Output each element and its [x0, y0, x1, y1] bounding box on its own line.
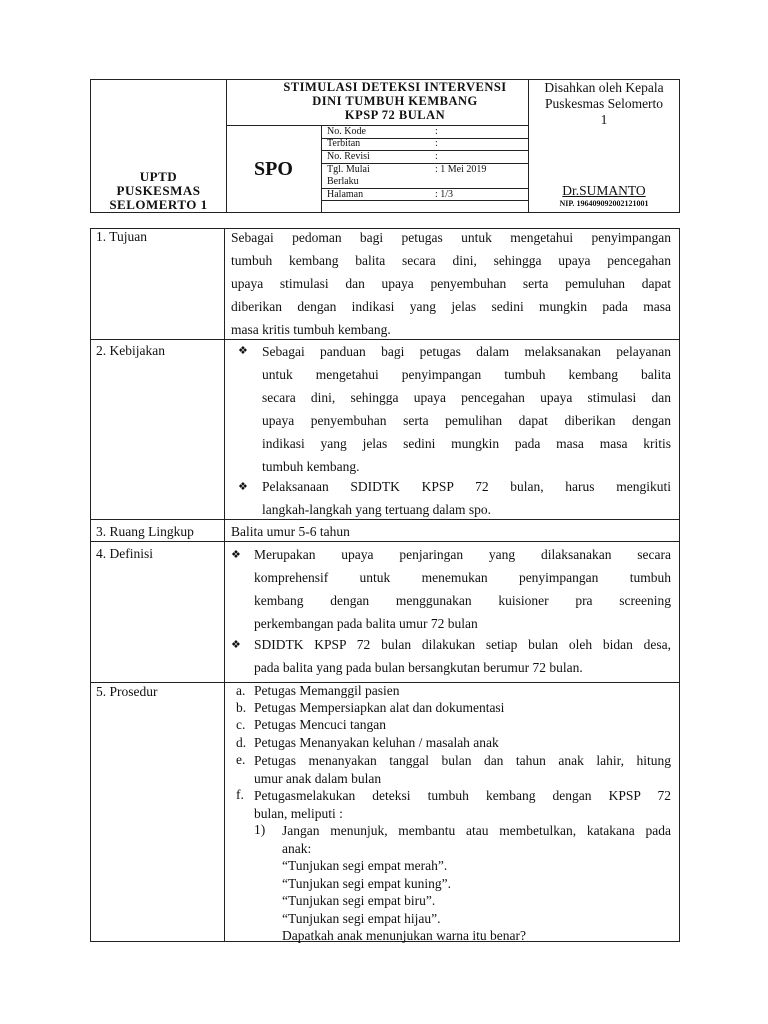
meta-value-terbitan: : [435, 138, 438, 149]
tujuan-line: Sebagai pedoman bagi petugas untuk mengetahui penyimpangan [231, 230, 671, 245]
document-title-line-1: STIMULASI DETEKSI INTERVENSI [283, 80, 507, 94]
meta-label-halaman: Halaman [327, 189, 364, 200]
prosedur-item: Petugas Menanyakan keluhan / masalah anak [254, 735, 499, 750]
prosedur-marker: c. [236, 717, 246, 732]
diamond-bullet-icon: ❖ [238, 345, 248, 357]
section-label-tujuan: 1. Tujuan [96, 229, 148, 244]
approval-line-2: Puskesmas Selomerto [544, 96, 664, 111]
prosedur-item-f [254, 787, 671, 822]
definisi-line: komprehensif untuk menemukan penyimpangan tumbuh [254, 570, 671, 585]
prosedur-item: Petugas Mempersiapkan alat dan dokumentasi [254, 700, 505, 715]
approval-line-1: Disahkan oleh Kepala [544, 80, 664, 95]
kebijakan-line: untuk mengetahui penyimpangan tumbuh kembang balita [262, 367, 671, 382]
meta-label-tgl-mulai: Tgl. Mulai [327, 164, 370, 175]
meta-label-kode: No. Kode [327, 126, 366, 137]
kebijakan-line: Sebagai panduan bagi petugas dalam melaksanakan pelayanan [262, 344, 671, 359]
meta-label-berlaku: Berlaku [327, 176, 359, 187]
approval-line-3: 1 [600, 112, 608, 127]
meta-value-tgl-mulai: : 1 Mei 2019 [435, 164, 487, 175]
diamond-bullet-icon: ❖ [231, 639, 241, 651]
section-label-kebijakan: 2. Kebijakan [96, 343, 165, 358]
kebijakan-bullet-2 [262, 475, 671, 521]
prosedur-sub-line: Dapatkah anak menunjukan warna itu benar? [282, 928, 527, 943]
signer-name: Dr.SUMANTO [562, 183, 646, 198]
prosedur-sub-line: “Tunjukan segi empat kuning”. [282, 875, 451, 891]
diamond-bullet-icon: ❖ [231, 549, 241, 561]
meta-label-revisi: No. Revisi [327, 151, 370, 162]
prosedur-sub-line: anak: [282, 840, 312, 856]
definisi-bullet-1 [254, 543, 671, 635]
ruang-lingkup-text: Balita umur 5-6 tahun [231, 524, 350, 539]
kebijakan-line: secara dini, sehingga upaya pencegahan upaya stimulasi dan [262, 390, 671, 405]
spo-label: SPO [254, 158, 293, 180]
kebijakan-bullet-1 [262, 340, 671, 478]
diamond-bullet-icon: ❖ [238, 481, 248, 493]
kebijakan-line: tumbuh kembang. [262, 459, 360, 474]
definisi-line: pada balita yang pada bulan bersangkutan berumur 72 bulan. [254, 660, 583, 675]
definisi-line: SDIDTK KPSP 72 bulan dilakukan setiap bulan oleh bidan desa, [254, 637, 671, 652]
definisi-bullet-2 [254, 633, 671, 679]
prosedur-sub-item [282, 822, 671, 945]
prosedur-sub-line: “Tunjukan segi empat merah”. [282, 858, 448, 873]
definisi-line: kembang dengan menggunakan kuisioner pra screening [254, 593, 671, 608]
prosedur-sub-line: “Tunjukan segi empat hijau”. [282, 910, 441, 926]
prosedur-item: Petugas Mencuci tangan [254, 717, 386, 732]
section-label-prosedur: 5. Prosedur [96, 684, 158, 699]
prosedur-item-e [254, 752, 671, 787]
definisi-line: perkembangan pada balita umur 72 bulan [254, 616, 478, 631]
meta-label-terbitan: Terbitan [327, 138, 361, 149]
section-label-definisi: 4. Definisi [96, 546, 153, 561]
prosedur-marker: b. [236, 700, 247, 715]
section-label-ruang-lingkup: 3. Ruang Lingkup [96, 524, 194, 539]
prosedur-sub-line: Jangan menunjuk, membantu atau membetulkan, katakana pada [282, 823, 671, 838]
org-line-2: PUSKESMAS [116, 183, 201, 198]
prosedur-item-line: bulan, meliputi : [254, 805, 343, 821]
tujuan-line: diberikan dengan indikasi yang jelas sedini mungkin pada masa [231, 299, 671, 314]
tujuan-text [231, 226, 671, 341]
prosedur-item-line: Petugas menanyakan tanggal bulan dan tahun anak lahir, hitung [254, 753, 671, 768]
tujuan-line: masa kritis tumbuh kembang. [231, 322, 391, 337]
kebijakan-line: upaya penyembuhan serta pemulihan dapat diberikan dengan [262, 413, 671, 428]
prosedur-marker: a. [236, 683, 246, 698]
meta-value-halaman: : 1/3 [435, 189, 454, 200]
definisi-line: Merupakan upaya penjaringan yang dilaksanakan secara [254, 547, 671, 562]
tujuan-line: tumbuh kembang balita secara dini, sehingga upaya pencegahan [231, 253, 671, 268]
prosedur-sub-marker: 1) [254, 822, 266, 837]
signer-nip: NIP. 196409092002121001 [559, 199, 649, 208]
kebijakan-line: indikasi yang jelas sedini mungkin pada masa masa kritis [262, 436, 671, 451]
prosedur-marker: d. [236, 735, 247, 750]
kebijakan-line: langkah-langkah yang tertuang dalam spo. [262, 502, 492, 517]
org-line-3: SELOMERTO 1 [109, 197, 208, 212]
org-line-1: UPTD [139, 169, 178, 184]
prosedur-item: Petugas Memanggil pasien [254, 683, 400, 698]
kebijakan-line: Pelaksanaan SDIDTK KPSP 72 bulan, harus mengikuti [262, 479, 671, 494]
meta-value-revisi: : [435, 151, 438, 162]
prosedur-item-line: umur anak dalam bulan [254, 770, 382, 786]
prosedur-item-line: Petugasmelakukan deteksi tumbuh kembang dengan KPSP 72 [254, 788, 671, 803]
meta-value-kode: : [435, 126, 438, 137]
document-title-line-3: KPSP 72 BULAN [344, 108, 446, 122]
prosedur-sub-line: “Tunjukan segi empat biru”. [282, 893, 436, 908]
prosedur-marker: f. [236, 787, 244, 802]
prosedur-marker: e. [236, 752, 246, 767]
tujuan-line: upaya stimulasi dan upaya penyembuhan serta pemuluhan dapat [231, 276, 671, 291]
document-title-line-2: DINI TUMBUH KEMBANG [312, 94, 478, 108]
